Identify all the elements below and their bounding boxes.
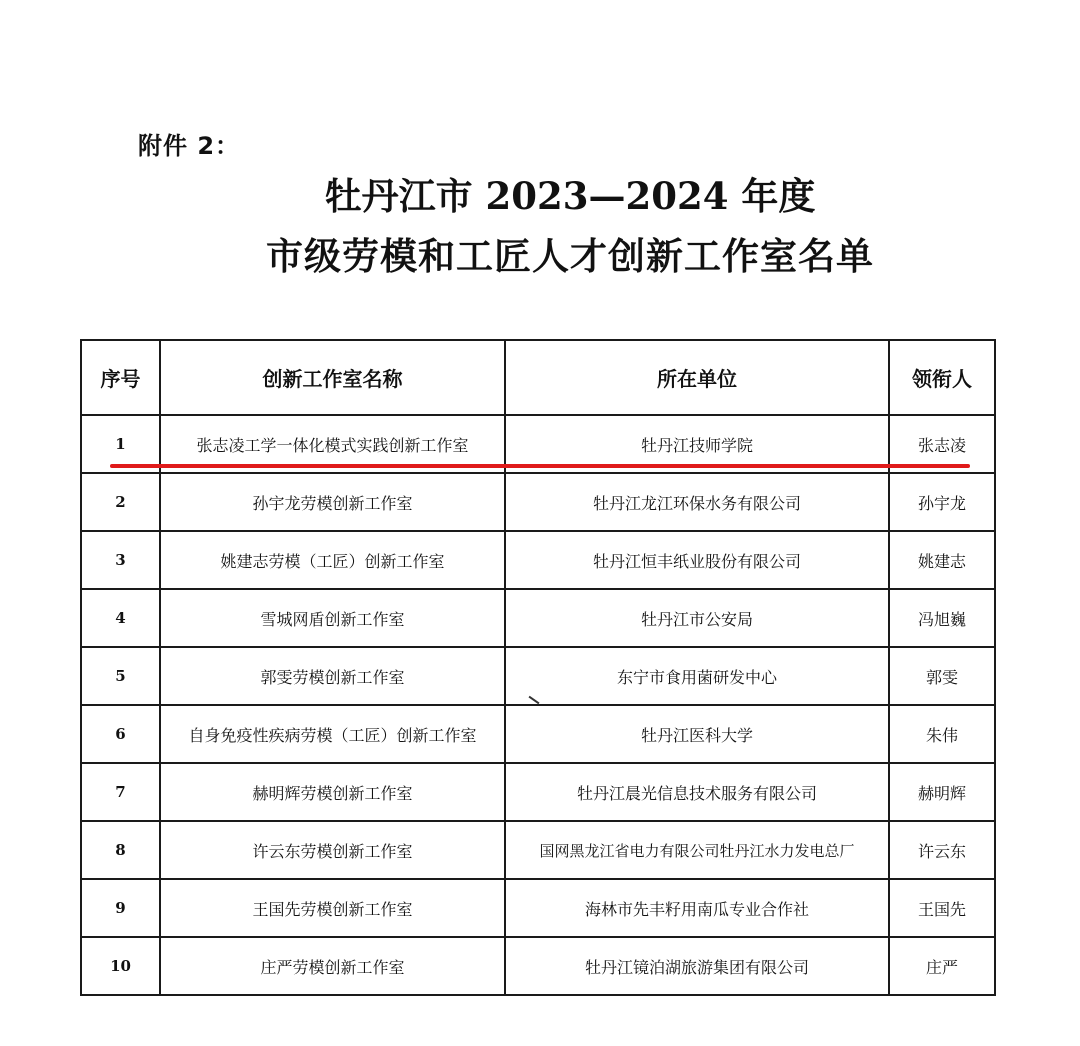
- cell-unit: 牡丹江技师学院: [505, 415, 889, 473]
- cell-unit: 牡丹江恒丰纸业股份有限公司: [505, 531, 889, 589]
- cell-seq: 4: [81, 589, 160, 647]
- header-studio-name: 创新工作室名称: [160, 340, 505, 415]
- cell-unit: 东宁市食用菌研发中心: [505, 647, 889, 705]
- cell-seq: 3: [81, 531, 160, 589]
- cell-leader: 郭雯: [889, 647, 995, 705]
- cell-seq: 9: [81, 879, 160, 937]
- table-row: [81, 589, 995, 647]
- cell-studio-name: 雪城网盾创新工作室: [160, 589, 505, 647]
- table-row: [81, 705, 995, 763]
- header-leader: 领衔人: [889, 340, 995, 415]
- table-row: [81, 763, 995, 821]
- cell-seq: 1: [81, 415, 160, 473]
- cell-seq: 10: [81, 937, 160, 995]
- cell-leader: 冯旭巍: [889, 589, 995, 647]
- cell-leader: 张志凌: [889, 415, 995, 473]
- cell-studio-name: 姚建志劳模（工匠）创新工作室: [160, 531, 505, 589]
- studio-roster-table: [80, 339, 996, 996]
- cell-leader: 许云东: [889, 821, 995, 879]
- cell-leader: 赫明辉: [889, 763, 995, 821]
- table-row: [81, 473, 995, 531]
- cell-unit: 国网黑龙江省电力有限公司牡丹江水力发电总厂: [505, 821, 889, 879]
- cell-seq: 6: [81, 705, 160, 763]
- cell-unit: 牡丹江镜泊湖旅游集团有限公司: [505, 937, 889, 995]
- cell-leader: 孙宇龙: [889, 473, 995, 531]
- document-title-line2: 市级劳模和工匠人才创新工作室名单: [266, 234, 874, 278]
- table-row: [81, 879, 995, 937]
- cell-unit: 海林市先丰籽用南瓜专业合作社: [505, 879, 889, 937]
- header-unit: 所在单位: [505, 340, 889, 415]
- cell-seq: 5: [81, 647, 160, 705]
- table-row: [81, 937, 995, 995]
- cell-unit: 牡丹江市公安局: [505, 589, 889, 647]
- cell-studio-name: 许云东劳模创新工作室: [160, 821, 505, 879]
- cell-unit: 牡丹江晨光信息技术服务有限公司: [505, 763, 889, 821]
- cell-seq: 7: [81, 763, 160, 821]
- cell-seq: 2: [81, 473, 160, 531]
- cell-studio-name: 自身免疫性疾病劳模（工匠）创新工作室: [160, 705, 505, 763]
- cell-unit: 牡丹江龙江环保水务有限公司: [505, 473, 889, 531]
- cell-studio-name: 赫明辉劳模创新工作室: [160, 763, 505, 821]
- cell-leader: 朱伟: [889, 705, 995, 763]
- cell-leader: 王国先: [889, 879, 995, 937]
- table-row: [81, 821, 995, 879]
- cell-unit: 牡丹江医科大学: [505, 705, 889, 763]
- cell-leader: 庄严: [889, 937, 995, 995]
- cell-studio-name: 王国先劳模创新工作室: [160, 879, 505, 937]
- document-title-line1: 牡丹江市 2023—2024 年度: [324, 174, 816, 218]
- red-highlight-underline: [110, 464, 970, 468]
- header-seq: 序号: [81, 340, 160, 415]
- cell-seq: 8: [81, 821, 160, 879]
- cell-studio-name: 庄严劳模创新工作室: [160, 937, 505, 995]
- cell-leader: 姚建志: [889, 531, 995, 589]
- cell-studio-name: 郭雯劳模创新工作室: [160, 647, 505, 705]
- table-row: [81, 531, 995, 589]
- cell-studio-name: 孙宇龙劳模创新工作室: [160, 473, 505, 531]
- cell-studio-name: 张志凌工学一体化模式实践创新工作室: [160, 415, 505, 473]
- attachment-label: 附件 2：: [138, 132, 241, 160]
- table-header-row: [81, 340, 995, 415]
- table-row: [81, 647, 995, 705]
